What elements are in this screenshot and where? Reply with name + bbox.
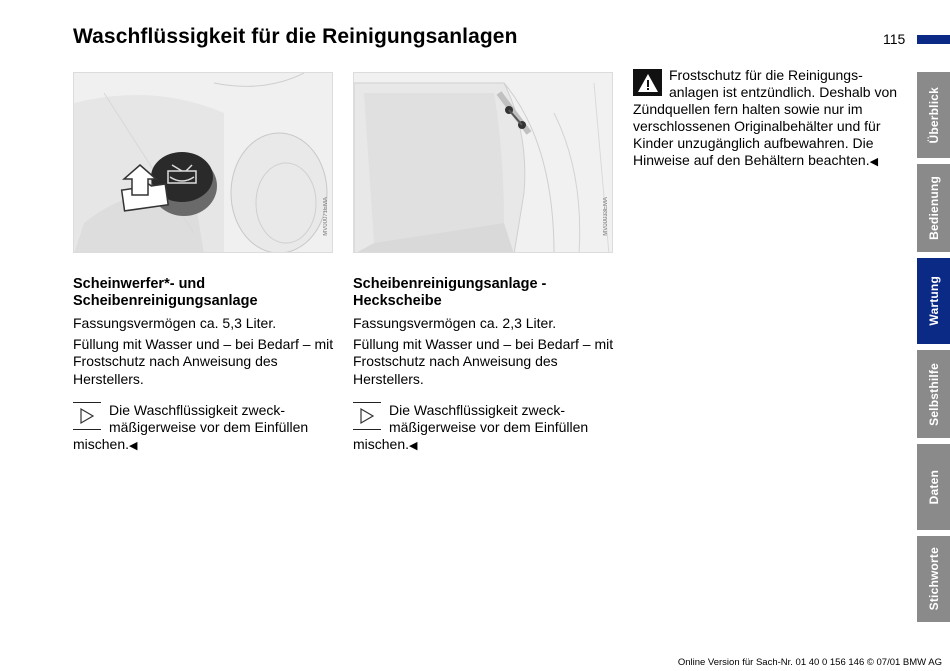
page-title: Waschflüssigkeit für die Reinigungsanlagen [73,25,518,48]
tab-label: Bedienung [926,176,941,240]
warning-text: Frostschutz für die Reinigungs-anlagen ist entzündlich. Deshalb von Zündquellen fern halten sowie nur im verschlossenen Originalbehälter und für Kinder unzugänglich aufbewahren. Die Hinweise auf den Behältern beachten. [633,67,898,168]
tab-daten[interactable] [917,444,950,530]
footer-text: Online Version für Sach-Nr. 01 40 0 156 146 © 07/01 BMW AG [677,657,942,668]
tab-stichworte[interactable] [917,536,950,622]
column-headlight-washer [73,276,338,455]
figure-headlight-washer-reservoir [73,72,333,253]
note-text: Die Waschflüssigkeit zweck-mäßigerweise vor dem Einfüllen mischen. [353,401,589,453]
warning-icon [633,69,662,96]
figure-rear-washer-reservoir [353,72,613,253]
note-text: Die Waschflüssigkeit zweck-mäßigerweise vor dem Einfüllen mischen. [73,401,309,453]
end-mark: ◀ [869,156,879,168]
tab-label: Stichworte [926,547,941,611]
tab-selbsthilfe[interactable] [917,350,950,438]
note-triangle-icon [73,402,101,430]
page-number: 115 [883,31,906,47]
section-heading: Scheibenreinigungsanlage - Heckscheibe [353,276,547,309]
capacity-text: Fassungsvermögen ca. 2,3 Liter. [353,315,557,331]
warning-block [633,67,905,171]
page-number-tab-bar [917,35,950,44]
tab-ueberblick[interactable] [917,72,950,158]
tab-label: Überblick [926,86,941,144]
end-mark: ◀ [409,440,418,453]
tab-label: Wartung [926,276,941,326]
tab-label: Selbsthilfe [926,362,941,426]
figure-code: MV00033EMA [603,197,609,236]
section-heading: Scheinwerfer*- und Scheibenreinigungsanlage [73,276,258,309]
note-triangle-icon [353,402,381,430]
tab-label: Daten [926,469,941,505]
note-block [73,402,338,456]
end-mark: ◀ [129,440,138,453]
figure-code: MV00071EMA [323,197,329,236]
filling-text: Füllung mit Wasser und – bei Bedarf – mit Frostschutz nach Anweisung des Herstellers. [73,336,334,387]
tab-bedienung[interactable] [917,164,950,252]
filling-text: Füllung mit Wasser und – bei Bedarf – mit Frostschutz nach Anweisung des Herstellers. [353,336,614,387]
note-block [353,402,618,456]
tab-wartung[interactable] [917,258,950,344]
column-rear-washer [353,276,618,455]
capacity-text: Fassungsvermögen ca. 5,3 Liter. [73,315,277,331]
